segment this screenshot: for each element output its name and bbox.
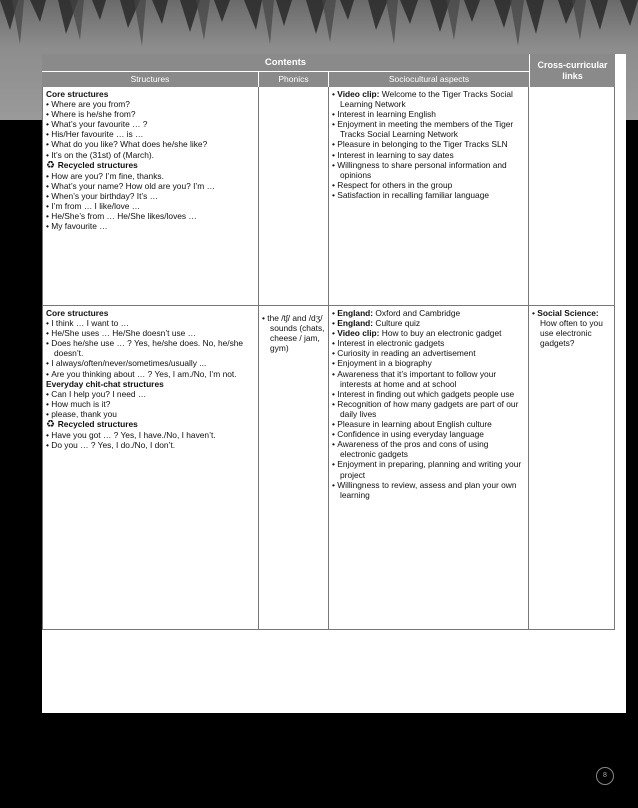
sociocultural-item <box>332 180 526 190</box>
sociocultural-item-text: Willingness to review, assess and plan your own learning <box>337 479 517 500</box>
sociocultural-item-text: Curiosity in reading an advertisement <box>337 348 476 359</box>
sociocultural-item-text: How to buy an electronic gadget <box>379 328 502 339</box>
sociocultural-item-text: Willingness to share personal information and opinions <box>337 159 507 180</box>
sociocultural-item-label: England: <box>337 308 374 318</box>
structure-item: • What’s your name? How old are you? I’m … <box>46 181 254 191</box>
structure-item: • What’s your favourite … ? <box>46 119 254 129</box>
sociocultural-item-text: Awareness of the pros and cons of using electronic gadgets <box>337 439 489 460</box>
sociocultural-item-text: Interest in learning English <box>337 109 436 120</box>
sociocultural-item-text: Oxford and Cambridge <box>373 308 461 318</box>
jungle-leaves-icon <box>0 0 638 60</box>
structure-item: • He/She’s from … He/She likes/loves … <box>46 211 254 221</box>
structure-item: • Are you thinking about … ? Yes, I am./No, I’m not. <box>46 369 254 379</box>
structure-item: • Can I help you? I need … <box>46 389 254 399</box>
sociocultural-item-text: Respect for others in the group <box>337 179 453 190</box>
sociocultural-item <box>332 318 526 328</box>
sociocultural-item-text: Interest in finding out which gadgets people use <box>337 388 515 399</box>
structure-item: • I think … I want to … <box>46 318 254 328</box>
sociocultural-item <box>332 369 526 389</box>
sociocultural-item-label: England: <box>337 318 374 329</box>
structure-heading: Core structures <box>46 308 109 318</box>
sociocultural-item-text: Enjoyment in meeting the members of the Tiger Tracks Social Learning Network <box>337 119 514 140</box>
cross-item-text: How often to you use electronic gadgets? <box>540 318 603 349</box>
structure-item: • What do you like? What does he/she like? <box>46 139 254 149</box>
sociocultural-item <box>332 348 526 358</box>
structure-item: • I always/often/never/sometimes/usually ... <box>46 358 254 368</box>
cross-item-label: Social Science: <box>537 308 599 318</box>
sociocultural-item-text: Awareness that it’s important to follow your interests at home and at school <box>337 368 497 389</box>
sociocultural-item <box>332 399 526 419</box>
phonics-item-text: the /tʃ/ and /dʒ/ sounds (chats, cheese / jam, gym) <box>267 313 325 354</box>
sociocultural-item-label: Video clip: <box>337 328 380 339</box>
recycled-structures-heading <box>46 419 254 430</box>
row-1-structures-cell <box>46 89 254 231</box>
sociocultural-item <box>332 480 526 500</box>
sociocultural-item <box>332 109 526 119</box>
recycled-structures-heading <box>46 160 254 171</box>
sociocultural-item <box>332 160 526 180</box>
structure-item: • My favourite … <box>46 221 254 231</box>
cross-item <box>532 308 612 348</box>
sociocultural-item-text: Welcome to the Tiger Tracks Social Learning Network <box>340 89 513 110</box>
sociocultural-item-text: Confidence in using everyday language <box>337 429 484 440</box>
phonics-header: Phonics <box>259 72 328 87</box>
structure-item: • How much is it? <box>46 399 254 409</box>
sociocultural-header: Sociocultural aspects <box>329 72 529 87</box>
phonics-item <box>262 313 325 353</box>
row-1-sociocultural-cell <box>332 89 526 200</box>
structure-item: • His/Her favourite … is … <box>46 129 254 139</box>
sociocultural-item-text: Pleasure in learning about English culture <box>337 419 492 430</box>
row-2-cross-curricular-cell <box>532 308 612 348</box>
structure-item: • It’s on the (31st) of (March). <box>46 150 254 160</box>
sociocultural-item <box>332 439 526 459</box>
sociocultural-item <box>332 150 526 160</box>
row-2-phonics-cell <box>262 313 325 353</box>
sociocultural-item <box>332 89 526 109</box>
structure-item: • Does he/she use … ? Yes, he/she does. No, he/she doesn’t. <box>46 338 254 358</box>
sociocultural-item <box>332 459 526 479</box>
structure-item: • Do you … ? Yes, I do./No, I don’t. <box>46 440 254 450</box>
contents-table <box>42 87 615 630</box>
structure-item: • He/She uses … He/She doesn’t use … <box>46 328 254 338</box>
sociocultural-item-text: Enjoyment in a biography <box>337 358 432 369</box>
sociocultural-item-text: Satisfaction in recalling familiar language <box>337 189 490 200</box>
recycled-label: Recycled structures <box>57 419 138 430</box>
structure-item: • Have you got … ? Yes, I have./No, I haven’t. <box>46 430 254 440</box>
row-2-structures-cell <box>46 308 254 450</box>
structure-item: • How are you? I’m fine, thanks. <box>46 171 254 181</box>
sociocultural-item <box>332 389 526 399</box>
sociocultural-item <box>332 139 526 149</box>
sociocultural-item <box>332 419 526 429</box>
sociocultural-item <box>332 119 526 139</box>
row-2-sociocultural-cell <box>332 308 526 500</box>
contents-header: Contents <box>42 54 529 72</box>
structure-item: • Where is he/she from? <box>46 109 254 119</box>
sociocultural-item <box>332 429 526 439</box>
sociocultural-item <box>332 328 526 338</box>
sociocultural-item-text: Recognition of how many gadgets are part of our daily lives <box>337 398 519 419</box>
contents-page <box>42 54 626 713</box>
sociocultural-item-label: Video clip: <box>337 89 380 99</box>
page-number: 8 <box>596 767 614 785</box>
structure-item: • I’m from … I like/love … <box>46 201 254 211</box>
sociocultural-item-text: Culture quiz <box>373 318 421 329</box>
sociocultural-item-text: Interest in learning to say dates <box>337 149 454 160</box>
sociocultural-item <box>332 308 526 318</box>
structure-heading: Core structures <box>46 89 109 99</box>
sociocultural-item-text: Pleasure in belonging to the Tiger Tracks SLN <box>337 139 508 150</box>
sociocultural-item <box>332 358 526 368</box>
structure-heading: Everyday chit-chat structures <box>46 378 164 389</box>
structure-item: • Where are you from? <box>46 99 254 109</box>
recycled-label: Recycled structures <box>57 159 138 170</box>
cross-curricular-header: Cross-curricular links <box>529 54 615 87</box>
structure-item: • When’s your birthday? It’s … <box>46 191 254 201</box>
sociocultural-item-text: Enjoyment in preparing, planning and writing your project <box>337 459 522 480</box>
sociocultural-item-text: Interest in electronic gadgets <box>337 338 445 349</box>
recycle-icon: ♻ <box>46 419 58 431</box>
sociocultural-item <box>332 338 526 348</box>
sociocultural-item <box>332 190 526 200</box>
structures-header: Structures <box>42 72 258 87</box>
recycle-icon: ♻ <box>46 159 58 171</box>
structure-item: • please, thank you <box>46 409 254 419</box>
